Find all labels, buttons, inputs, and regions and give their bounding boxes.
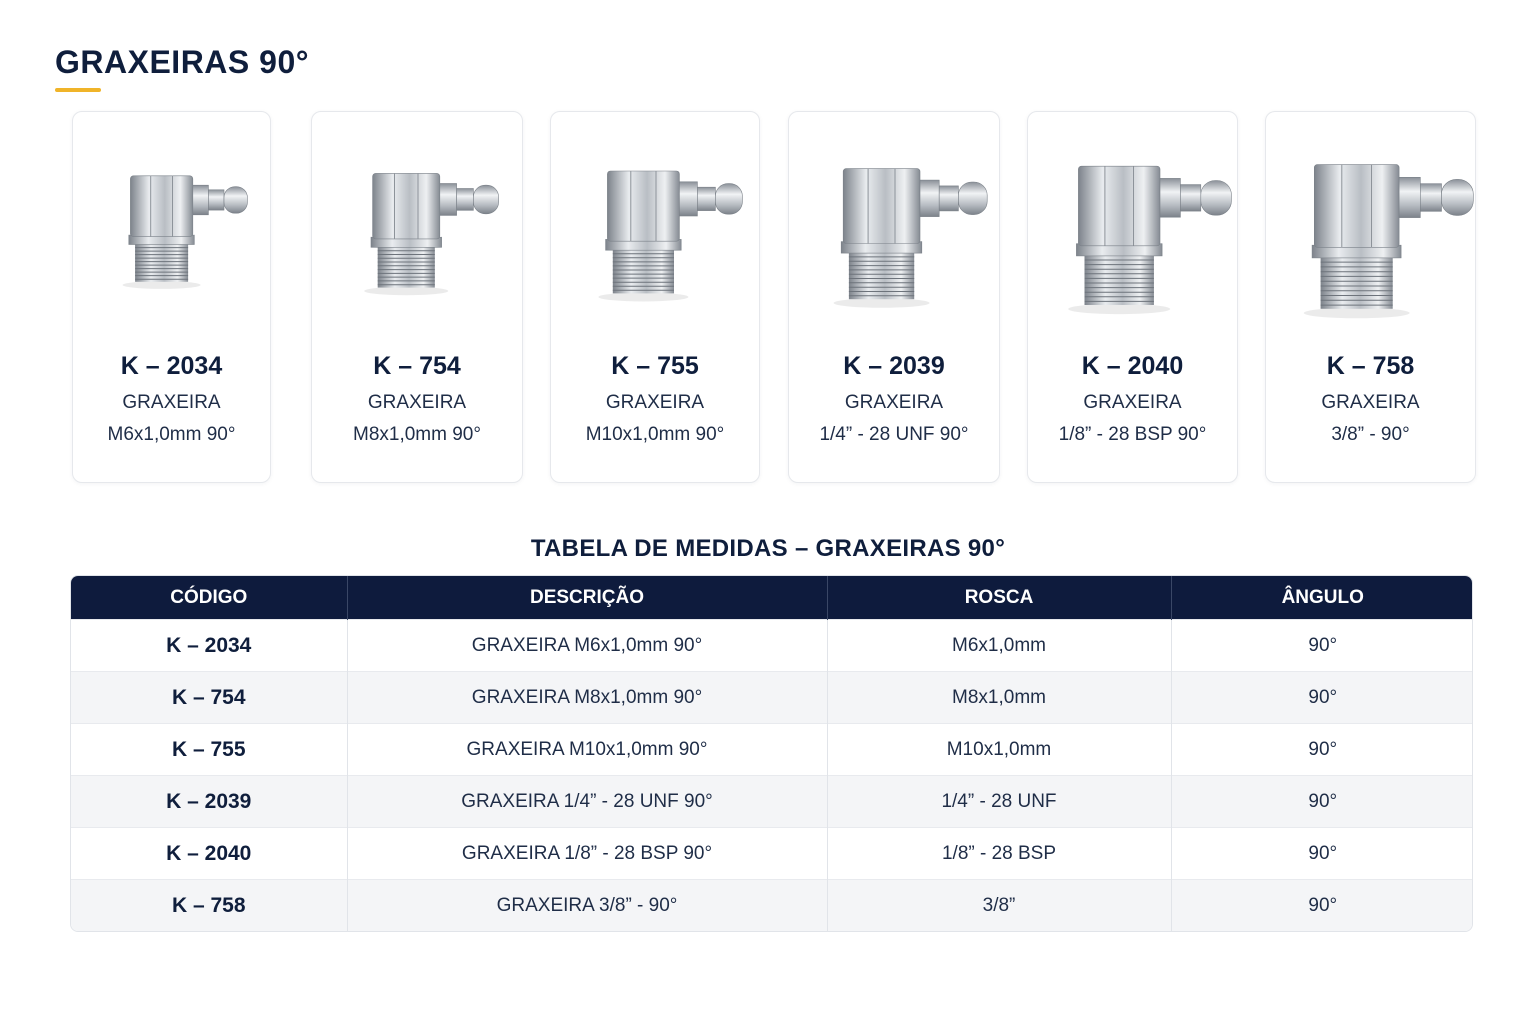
product-type: GRAXEIRA [1083, 392, 1182, 413]
cell-rosca: 1/4” - 28 UNF [827, 776, 1171, 828]
table-row [71, 776, 1473, 828]
column-header-codigo[interactable]: CÓDIGO [71, 576, 347, 620]
product-spec: M6x1,0mm 90° [107, 424, 236, 445]
table-row [71, 724, 1473, 776]
product-type: GRAXEIRA [367, 392, 467, 413]
cell-angulo: 90° [1171, 828, 1473, 880]
title-underline [55, 88, 101, 92]
product-card[interactable] [788, 111, 1000, 483]
cell-codigo: K – 2039 [71, 776, 347, 828]
column-header-rosca[interactable]: ROSCA [827, 576, 1171, 620]
product-spec: M10x1,0mm 90° [585, 424, 725, 445]
product-code: K – 758 [1326, 352, 1415, 380]
table-row [71, 672, 1473, 724]
cell-codigo: K – 754 [71, 672, 347, 724]
column-header-descricao[interactable]: DESCRIÇÃO [347, 576, 827, 620]
product-code: K – 755 [611, 352, 699, 380]
table-row [71, 828, 1473, 880]
column-header-angulo[interactable]: ÂNGULO [1171, 576, 1473, 620]
cell-descricao: GRAXEIRA 1/4” - 28 UNF 90° [347, 776, 827, 828]
measurements-table [70, 575, 1473, 932]
cell-angulo: 90° [1171, 672, 1473, 724]
table-row [71, 880, 1473, 932]
cell-codigo: K – 2034 [71, 620, 347, 672]
cell-descricao: GRAXEIRA M8x1,0mm 90° [347, 672, 827, 724]
cell-descricao: GRAXEIRA M10x1,0mm 90° [347, 724, 827, 776]
product-spec: M8x1,0mm 90° [353, 424, 481, 445]
cell-codigo: K – 2040 [71, 828, 347, 880]
cell-angulo: 90° [1171, 880, 1473, 932]
product-code: K – 2040 [1081, 352, 1184, 380]
cell-descricao: GRAXEIRA 1/8” - 28 BSP 90° [347, 828, 827, 880]
cell-descricao: GRAXEIRA M6x1,0mm 90° [347, 620, 827, 672]
cell-angulo: 90° [1171, 620, 1473, 672]
product-card[interactable] [311, 111, 523, 483]
table-title: TABELA DE MEDIDAS – GRAXEIRAS 90° [530, 535, 1006, 562]
table-header-row [71, 576, 1473, 620]
product-card[interactable] [1265, 111, 1476, 483]
product-card[interactable] [72, 111, 271, 483]
product-spec: 1/8” - 28 BSP 90° [1058, 424, 1207, 445]
product-type: GRAXEIRA [605, 392, 705, 413]
product-code: K – 2039 [843, 352, 945, 380]
product-spec: 1/4” - 28 UNF 90° [819, 424, 969, 445]
cell-rosca: 3/8” [827, 880, 1171, 932]
page-title: GRAXEIRAS 90° [55, 44, 310, 80]
cell-codigo: K – 755 [71, 724, 347, 776]
product-type: GRAXEIRA [844, 392, 944, 413]
table-row [71, 620, 1473, 672]
product-spec: 3/8” - 90° [1331, 424, 1410, 445]
cell-rosca: M8x1,0mm [827, 672, 1171, 724]
product-card[interactable] [1027, 111, 1238, 483]
product-type: GRAXEIRA [1321, 392, 1420, 413]
cell-angulo: 90° [1171, 776, 1473, 828]
product-type: GRAXEIRA [122, 392, 221, 413]
product-code: K – 2034 [120, 352, 223, 380]
cell-codigo: K – 758 [71, 880, 347, 932]
cell-rosca: M6x1,0mm [827, 620, 1171, 672]
product-code: K – 754 [373, 352, 461, 380]
product-card[interactable] [550, 111, 760, 483]
cell-rosca: 1/8” - 28 BSP [827, 828, 1171, 880]
cell-angulo: 90° [1171, 724, 1473, 776]
cell-descricao: GRAXEIRA 3/8” - 90° [347, 880, 827, 932]
cell-rosca: M10x1,0mm [827, 724, 1171, 776]
